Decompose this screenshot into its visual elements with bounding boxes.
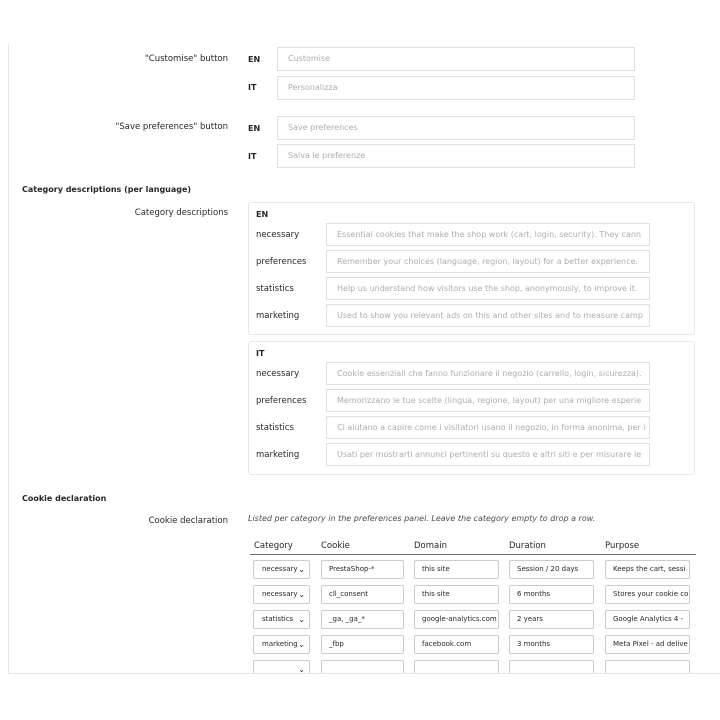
duration-input[interactable]: 3 months <box>509 635 594 654</box>
cookie-name-input[interactable]: _fbp <box>321 635 404 654</box>
purpose-input[interactable] <box>605 660 690 674</box>
category-select-value: necessary <box>262 590 298 598</box>
cookie-name-input[interactable]: cll_consent <box>321 585 404 604</box>
column-header-cookie: Cookie <box>321 541 350 551</box>
description-input[interactable]: Help us understand how visitors use the shop, anonymously, to improve it. <box>326 277 650 300</box>
category-descriptions-label: Category descriptions <box>134 208 228 218</box>
column-header-purpose: Purpose <box>605 541 640 551</box>
cookie-name-input[interactable]: _ga, _ga_* <box>321 610 404 629</box>
category-select-value: statistics <box>262 615 294 623</box>
duration-input[interactable]: Session / 20 days <box>509 560 594 579</box>
column-header-category: Category <box>254 541 293 551</box>
description-input[interactable]: Remember your choices (language, region, layout) for a better experience. <box>326 250 650 273</box>
category-label: preferences <box>256 257 307 267</box>
category-select-value: necessary <box>262 565 298 573</box>
category-select[interactable] <box>253 560 310 579</box>
save-en-input[interactable]: Save preferences <box>277 116 635 140</box>
customise-button-label: "Customise" button <box>144 54 228 64</box>
save-it-input[interactable]: Salva le preferenze <box>277 144 635 168</box>
panel-lang-label: IT <box>256 349 265 358</box>
purpose-input[interactable]: Stores your cookie co <box>605 585 690 604</box>
column-header-duration: Duration <box>509 541 546 551</box>
save-button-label: "Save preferences" button <box>115 122 228 132</box>
category-label: statistics <box>256 423 294 433</box>
category-select[interactable] <box>253 635 310 654</box>
description-input[interactable]: Cookie essenziali che fanno funzionare il negozio (carrello, login, sicurezza). <box>326 362 650 385</box>
table-header-divider <box>250 554 696 555</box>
category-select-value: marketing <box>262 640 298 648</box>
description-input[interactable]: Used to show you relevant ads on this and other sites and to measure camp <box>326 304 650 327</box>
description-input[interactable]: Memorizzano le tue scelte (lingua, regione, layout) per una migliore esperie <box>326 389 650 412</box>
domain-input[interactable]: this site <box>414 560 499 579</box>
domain-input[interactable]: this site <box>414 585 499 604</box>
category-descriptions-section-title: Category descriptions (per language) <box>22 185 192 194</box>
category-label: marketing <box>256 311 300 321</box>
category-label: preferences <box>256 396 307 406</box>
purpose-input[interactable]: Meta Pixel - ad delive <box>605 635 690 654</box>
category-label: statistics <box>256 284 294 294</box>
chevron-down-icon: ⌄ <box>298 615 305 624</box>
description-input[interactable]: Usati per mostrarti annunci pertinenti su questo e altri siti e per misurare le <box>326 443 650 466</box>
cookie-name-input[interactable] <box>321 660 404 674</box>
category-label: necessary <box>256 369 300 379</box>
lang-en-label: EN <box>248 124 261 133</box>
cookie-declaration-hint: Listed per category in the preferences panel. Leave the category empty to drop a row. <box>248 514 596 523</box>
column-header-domain: Domain <box>414 541 447 551</box>
lang-it-label: IT <box>248 83 257 92</box>
chevron-down-icon: ⌄ <box>298 565 305 574</box>
chevron-down-icon: ⌄ <box>298 590 305 599</box>
duration-input[interactable]: 2 years <box>509 610 594 629</box>
description-input[interactable]: Essential cookies that make the shop work (cart, login, security). They cann <box>326 223 650 246</box>
cookie-declaration-section-title: Cookie declaration <box>22 494 107 503</box>
duration-input[interactable]: 6 months <box>509 585 594 604</box>
settings-form <box>8 44 720 674</box>
descriptions-panel-en <box>248 202 695 335</box>
category-select[interactable] <box>253 585 310 604</box>
description-input[interactable]: Ci aiutano a capire come i visitatori usano il negozio, in forma anonima, per i <box>326 416 650 439</box>
lang-en-label: EN <box>248 55 261 64</box>
purpose-input[interactable]: Keeps the cart, sessi <box>605 560 690 579</box>
duration-input[interactable] <box>509 660 594 674</box>
category-label: necessary <box>256 230 300 240</box>
customise-it-input[interactable]: Personalizza <box>277 76 635 100</box>
purpose-input[interactable]: Google Analytics 4 - <box>605 610 690 629</box>
category-select[interactable] <box>253 660 310 674</box>
panel-lang-label: EN <box>256 210 269 219</box>
domain-input[interactable]: google-analytics.com <box>414 610 499 629</box>
chevron-down-icon: ⌄ <box>298 640 305 649</box>
domain-input[interactable] <box>414 660 499 674</box>
cookie-name-input[interactable]: PrestaShop-* <box>321 560 404 579</box>
lang-it-label: IT <box>248 152 257 161</box>
category-select[interactable] <box>253 610 310 629</box>
category-label: marketing <box>256 450 300 460</box>
chevron-down-icon: ⌄ <box>298 665 305 674</box>
descriptions-panel-it <box>248 341 695 475</box>
domain-input[interactable]: facebook.com <box>414 635 499 654</box>
customise-en-input[interactable]: Customise <box>277 47 635 71</box>
cookie-declaration-label: Cookie declaration <box>148 516 228 526</box>
